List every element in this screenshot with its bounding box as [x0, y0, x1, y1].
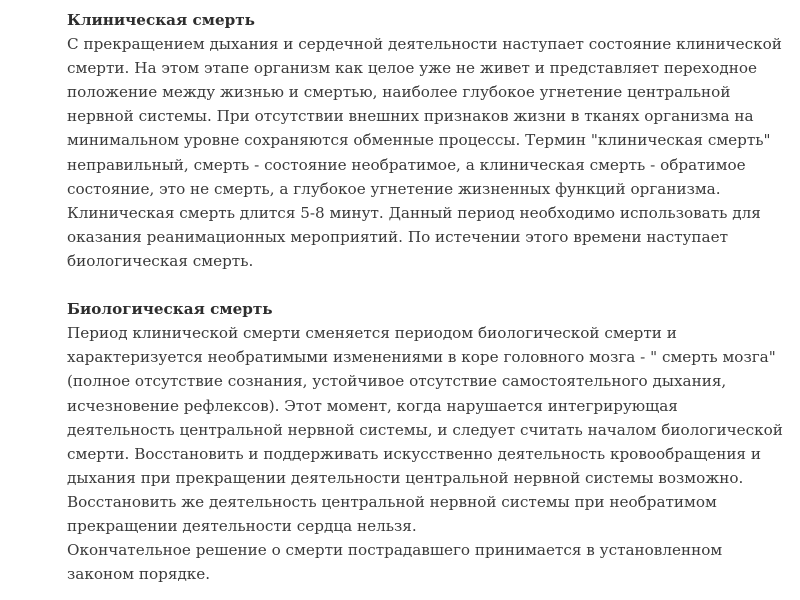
document-body — [67, 8, 787, 586]
paragraph: Окончательное решение о смерти пострадавшего принимается в установленном законом порядке. — [67, 541, 723, 584]
section-biological-death — [67, 297, 787, 586]
paragraph: С прекращением дыхания и сердечной деятельности наступает состояние клинической смерти. На этом этапе организм как целое уже не живет и представляет переходное положение между жизнью и смертью, наиболее глубокое угнетение центральной нервной системы. При отсутствии внешних признаков жизни в тканях организма на минимальном уровне сохраняются обменные процессы. Термин "клиническая смерть" неправильный, смерть - состояние необратимое, а клиническая смерть - обратимое состояние, это не смерть, а глубокое угнетение жизненных функций организма. Клиническая смерть длится 5-8 минут. Данный период необходимо использовать для оказания реанимационных мероприятий. По истечении этого времени наступает биологическая смерть. — [67, 35, 782, 270]
paragraph: Период клинической смерти сменяется периодом биологической смерти и характеризуется необратимыми изменениями в коре головного мозга - " смерть мозга" (полное отсутствие сознания, устойчивое отсутствие самостоятельного дыхания, исчезновение рефлексов). Этот момент, когда нарушается интегрирующая деятельность центральной нервной системы, и следует считать началом биологической смерти. Восстановить и поддерживать искусственно деятельность кровообращения и дыхания при прекращении деятельности центральной нервной системы возможно. Восстановить же деятельность центральной нервной системы при необратимом прекращении деятельности сердца нельзя. — [67, 324, 783, 535]
section-clinical-death — [67, 8, 787, 273]
section-heading: Клиническая смерть — [67, 11, 255, 29]
section-heading: Биологическая смерть — [67, 300, 273, 319]
